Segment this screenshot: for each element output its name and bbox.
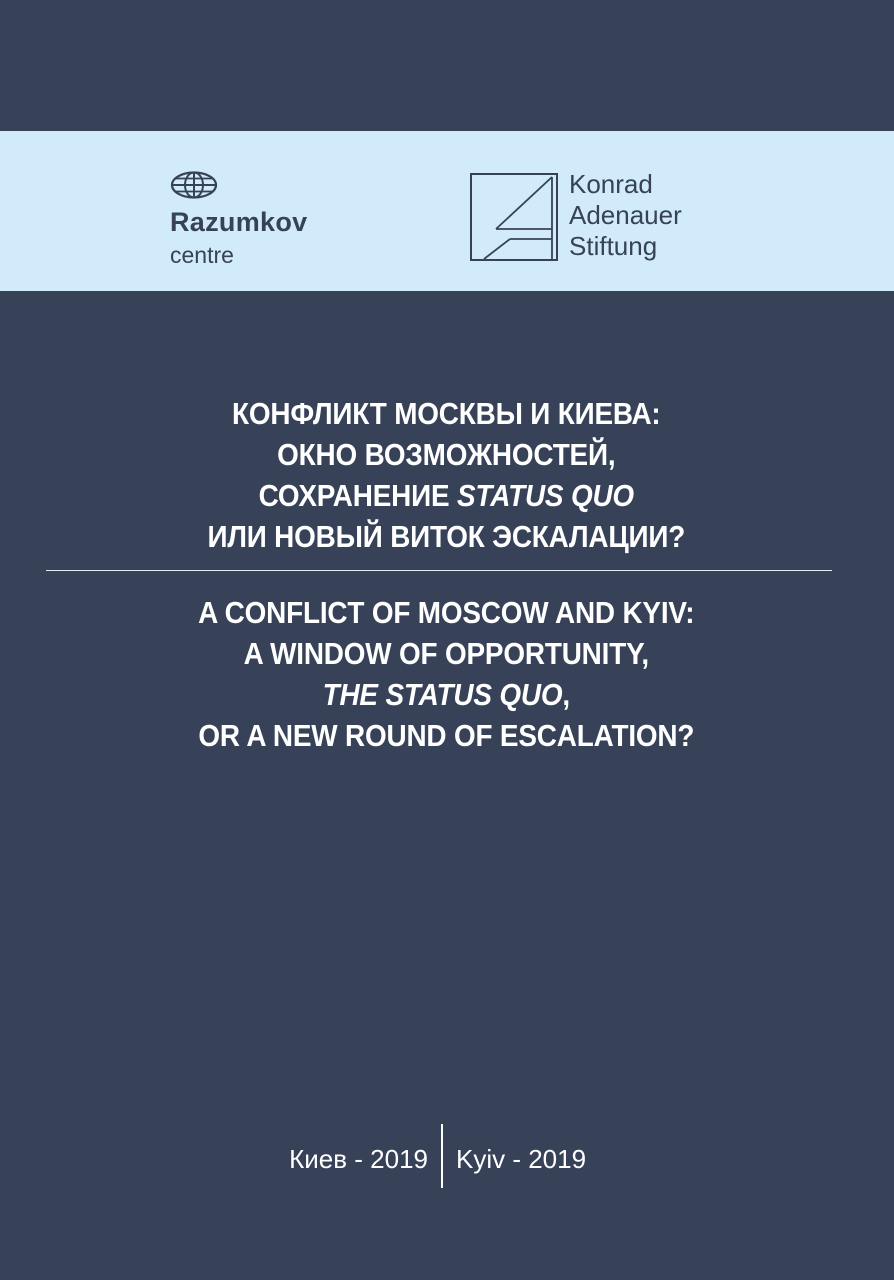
razumkov-subtitle: centre	[170, 242, 234, 268]
title-ru-line-1: КОНФЛИКТ МОСКВЫ И КИЕВА:	[232, 396, 661, 431]
footer-separator	[441, 1124, 443, 1188]
title-en-line-3-italic: THE STATUS QUO	[322, 677, 563, 712]
title-russian	[44, 393, 849, 557]
kas-wordmark	[569, 169, 682, 262]
title-divider	[46, 570, 832, 571]
title-ru-line-3	[44, 475, 849, 516]
title-en-line-3	[44, 674, 849, 715]
title-en-line-2: A WINDOW OF OPPORTUNITY,	[243, 636, 649, 671]
title-ru-line-3-italic: STATUS QUO	[456, 478, 634, 513]
title-en-line-1: A CONFLICT OF MOSCOW AND KYIV:	[198, 595, 695, 630]
title-english	[44, 592, 849, 756]
kas-line-2: Adenauer	[569, 200, 682, 230]
globe-icon	[170, 171, 218, 199]
kas-line-3: Stiftung	[569, 231, 658, 261]
publication-footer	[0, 1124, 894, 1188]
title-ru-line-4: ИЛИ НОВЫЙ ВИТОК ЭСКАЛАЦИИ?	[207, 519, 686, 554]
place-year-russian: Киев - 2019	[289, 1144, 428, 1174]
title-en-line-4: OR A NEW ROUND OF ESCALATION?	[198, 718, 695, 753]
title-ru-line-3-prefix: СОХРАНЕНИЕ	[258, 478, 457, 513]
title-ru-line-2: ОКНО ВОЗМОЖНОСТЕЙ,	[277, 437, 616, 472]
title-en-line-3-suffix: ,	[562, 677, 570, 712]
kas-line-1: Konrad	[569, 169, 653, 199]
kas-a-mark-icon	[470, 173, 558, 261]
place-year-english: Kyiv - 2019	[456, 1144, 587, 1174]
logo-band	[0, 131, 894, 291]
razumkov-name: Razumkov	[170, 207, 308, 237]
